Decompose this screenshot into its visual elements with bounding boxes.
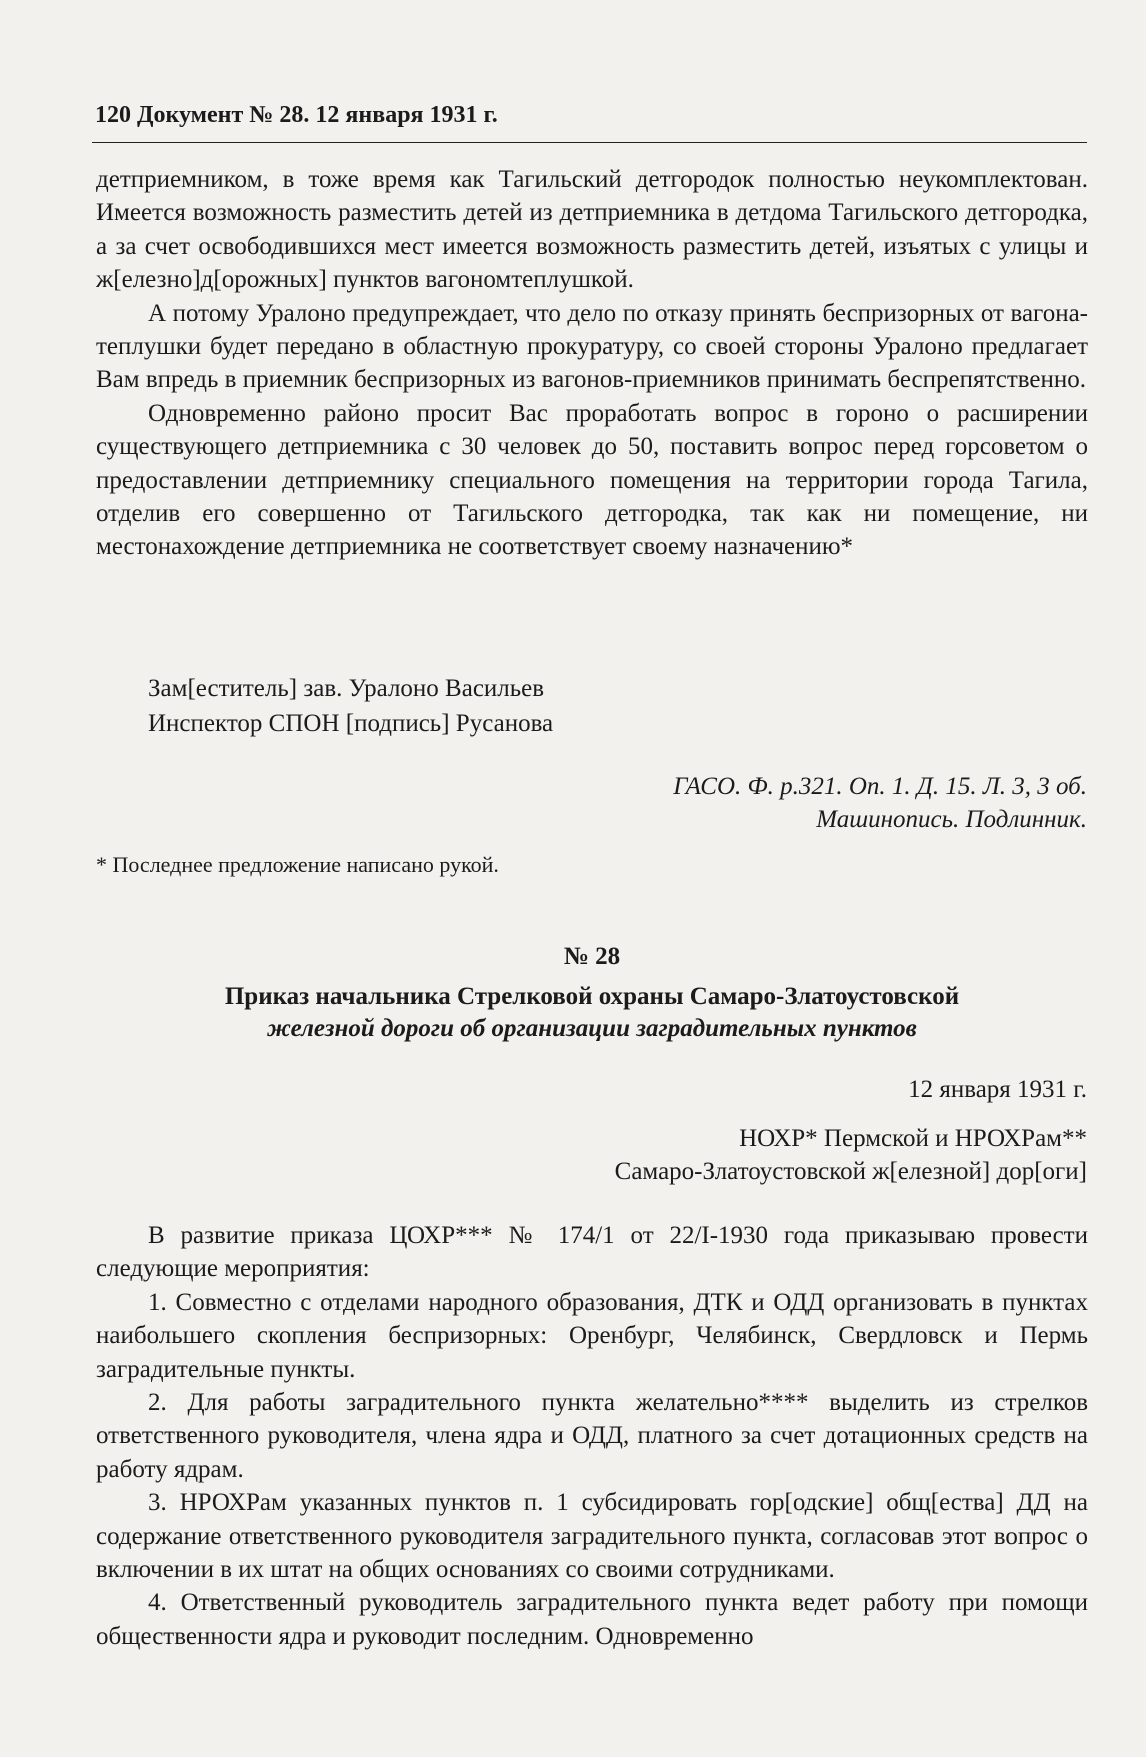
order-intro: В развитие приказа ЦОХР*** № 174/1 от 22/I-1930 года приказываю провести следующие мероприятия: bbox=[96, 1222, 1088, 1283]
addressee-line2: Самаро-Златоустовской ж[елезной] дор[оги] bbox=[614, 1158, 1087, 1185]
order-body bbox=[96, 1219, 1088, 1653]
order-item-2: 2. Для работы заградительного пункта желательно**** выделить из стрелков ответственного руководителя, члена ядра и ОДД, платного за счет дотационных средств на работу ядрам. bbox=[96, 1389, 1088, 1483]
document-date: 12 января 1931 г. bbox=[908, 1076, 1087, 1103]
order-item-3: 3. НРОХРам указанных пунктов п. 1 субсидировать гор[одские] общ[ества] ДД на содержание ответственного руководителя заградительного пункта, согласовав этот вопрос о включении в их штат на общих основаниях со своими сотрудниками. bbox=[96, 1489, 1088, 1584]
continuation-text bbox=[96, 163, 1088, 564]
document-title-line2: железной дороги об организации заградительных пунктов bbox=[267, 1015, 917, 1042]
archive-reference: ГАСО. Ф. р.321. Оп. 1. Д. 15. Л. 3, 3 об. bbox=[673, 773, 1087, 800]
paragraph-3: Одновременно районо просит Вас проработать вопрос в гороно о расширении существующего детприемника с 30 человек до 50, поставить вопрос перед горсоветом о предоставлении детприемнику специального помещения на территории города Тагила, отделив его совершенно от Тагильского детгородка, так как ни помещение, ни местонахождение детприемника не соответствует своему назначению* bbox=[96, 399, 1088, 561]
footnote: * Последнее предложение написано рукой. bbox=[96, 852, 499, 877]
order-item-1: 1. Совместно с отделами народного образования, ДТК и ОДД организовать в пунктах наибольшего скопления беспризорных: Оренбург, Челябинск, Свердловск и Пермь заградительные пункты. bbox=[96, 1288, 1088, 1383]
addressee-line1: НОХР* Пермской и НРОХРам** bbox=[739, 1125, 1087, 1152]
signature-inspector: Инспектор СПОН [подпись] Русанова bbox=[148, 710, 554, 737]
paragraph-1: детприемником, в тоже время как Тагильский детгородок полностью неукомплектован. Имеется возможность разместить детей из детприемника в детдома Тагильского детгородка, а за счет освободившихся мест имеется возможность разместить детей, изъятых с улицы и ж[елезно]д[орожных] пунктов вагономтеплушкой. bbox=[96, 166, 1088, 294]
order-item-4: 4. Ответственный руководитель заградительного пункта ведет работу при помощи общественности ядра и руководит последним. Одновременно bbox=[96, 1589, 1088, 1650]
document-number: № 28 bbox=[563, 943, 621, 970]
header-rule bbox=[92, 142, 1087, 143]
paragraph-2: А потому Уралоно предупреждает, что дело по отказу принять беспризорных от вагона-теплушки будет передано в областную прокуратуру, со своей стороны Уралоно предлагает Вам впредь в приемник беспризорных из вагонов-приемников принимать беспрепятственно. bbox=[96, 299, 1088, 394]
document-type-note: Машинопись. Подлинник. bbox=[816, 806, 1087, 833]
document-title-line1: Приказ начальника Стрелковой охраны Самаро-Златоустовской bbox=[224, 983, 960, 1010]
page-header: 120 Документ № 28. 12 января 1931 г. bbox=[95, 102, 498, 128]
signature-deputy: Зам[еститель] зав. Уралоно Васильев bbox=[148, 675, 545, 702]
